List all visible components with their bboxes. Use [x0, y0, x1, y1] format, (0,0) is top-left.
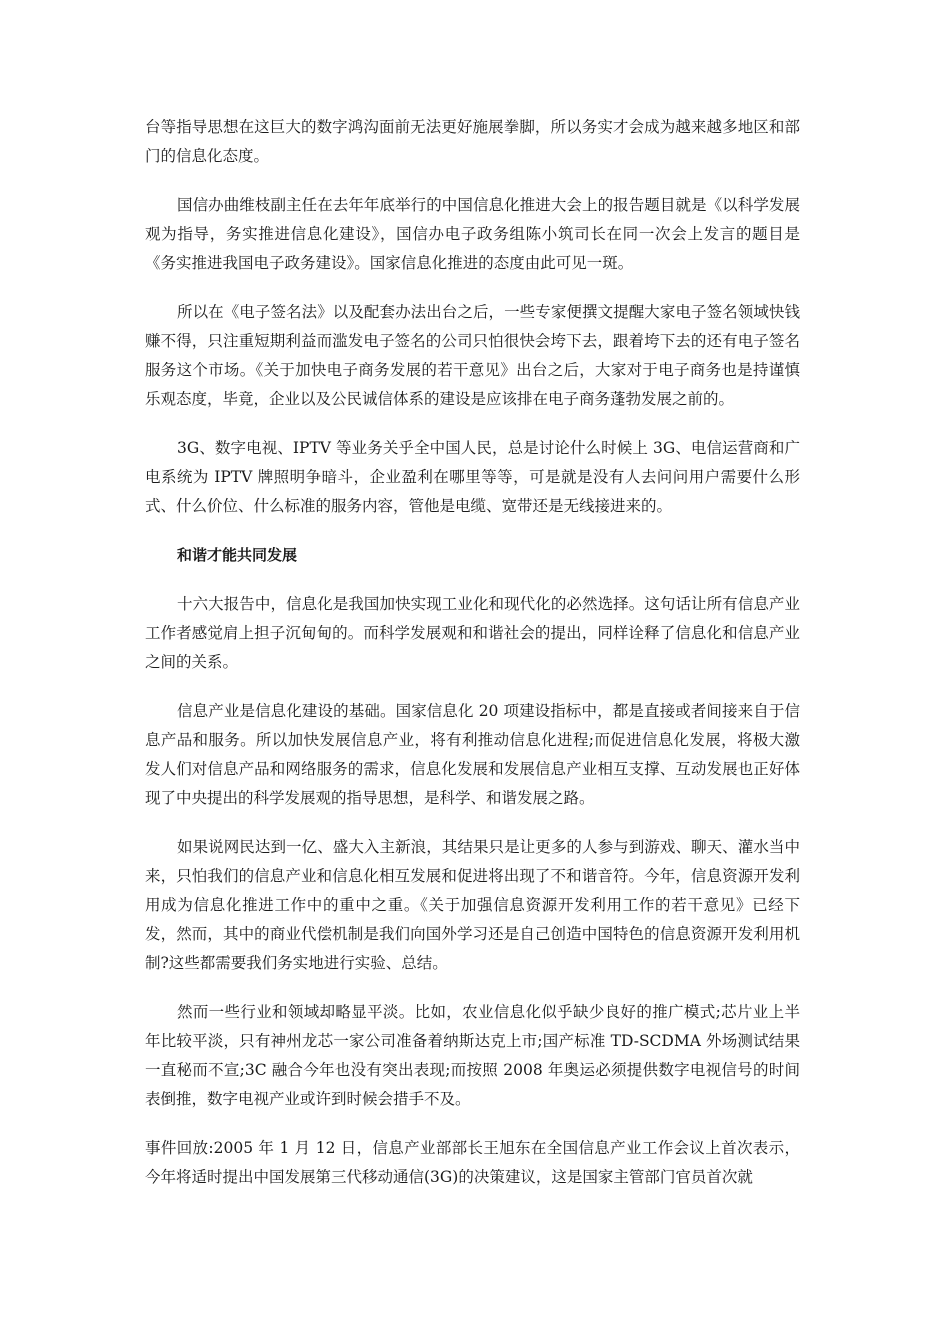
section-heading: 和谐才能共同发展: [177, 546, 298, 564]
paragraph-3g-iptv: 3G、数字电视、IPTV 等业务关乎全中国人民，总是讨论什么时候上 3G、电信运营商和广电系统为 IPTV 牌照明争暗斗，企业盈利在哪里等等，可是就是没有人去问问用户需要什么形式、什么价位、什么标准的服务内容，管他是电缆、宽带还是无线接进来的。: [145, 439, 800, 515]
paragraph-netizens: 如果说网民达到一亿、盛大入主新浪，其结果只是让更多的人参与到游戏、聊天、灌水当中来，只怕我们的信息产业和信息化相互发展和促进将出现了不和谐音符。今年，信息资源开发利用成为信息化推进工作中的重中之重。《关于加强信息资源开发利用工作的若干意见》已经下发，然而，其中的商业代偿机制是我们向国外学习还是自己创造中国特色的信息资源开发利用机制?这些都需要我们务实地进行实验、总结。: [145, 838, 800, 972]
event-review: 事件回放:2005 年 1 月 12 日，信息产业部部长王旭东在全国信息产业工作会议上首次表示，今年将适时提出中国发展第三代移动通信(3G)的决策建议，这是国家主管部门官员首次就: [145, 1139, 800, 1186]
paragraph-e-signature: 所以在《电子签名法》以及配套办法出台之后，一些专家便撰文提醒大家电子签名领域快钱赚不得，只注重短期利益而滥发电子签名的公司只怕很快会垮下去，跟着垮下去的还有电子签名服务这个市场。《关于加快电子商务发展的若干意见》出台之后，大家对于电子商务也是持谨慎乐观态度，毕竟，企业以及公民诚信体系的建设是应该排在电子商务蓬勃发展之前的。: [145, 303, 800, 408]
paragraph-intro-continuation: 台等指导思想在这巨大的数字鸿沟面前无法更好施展拳脚，所以务实才会成为越来越多地区和部门的信息化态度。: [145, 118, 800, 165]
document-page: [145, 113, 800, 1192]
paragraph-info-industry: 信息产业是信息化建设的基础。国家信息化 20 项建设指标中，都是直接或者间接来自于信息产品和服务。所以加快发展信息产业，将有利推动信息化进程;而促进信息化发展，将极大激发人们对信息产品和网络服务的需求，信息化发展和发展信息产业相互支撑、互动发展也正好体现了中央提出的科学发展观的指导思想，是科学、和谐发展之路。: [145, 702, 800, 807]
paragraph-conference-report: 国信办曲维枝副主任在去年年底举行的中国信息化推进大会上的报告题目就是《以科学发展观为指导，务实推进信息化建设》，国信办电子政务组陈小筑司长在同一次会上发言的题目是《务实推进我国电子政务建设》。国家信息化推进的态度由此可见一斑。: [145, 196, 800, 272]
paragraph-sixteenth-congress: 十六大报告中，信息化是我国加快实现工业化和现代化的必然选择。这句话让所有信息产业工作者感觉肩上担子沉甸甸的。而科学发展观和和谐社会的提出，同样诠释了信息化和信息产业之间的关系。: [145, 595, 800, 671]
paragraph-industries-flat: 然而一些行业和领域却略显平淡。比如，农业信息化似乎缺少良好的推广模式;芯片业上半年比较平淡，只有神州龙芯一家公司准备着纳斯达克上市;国产标准 TD-SCDMA 外场测试结果一直秘而不宣;3C 融合今年也没有突出表现;而按照 2008 年奥运必须提供数字电视信号的时间表倒推，数字电视产业或许到时候会措手不及。: [145, 1003, 800, 1108]
